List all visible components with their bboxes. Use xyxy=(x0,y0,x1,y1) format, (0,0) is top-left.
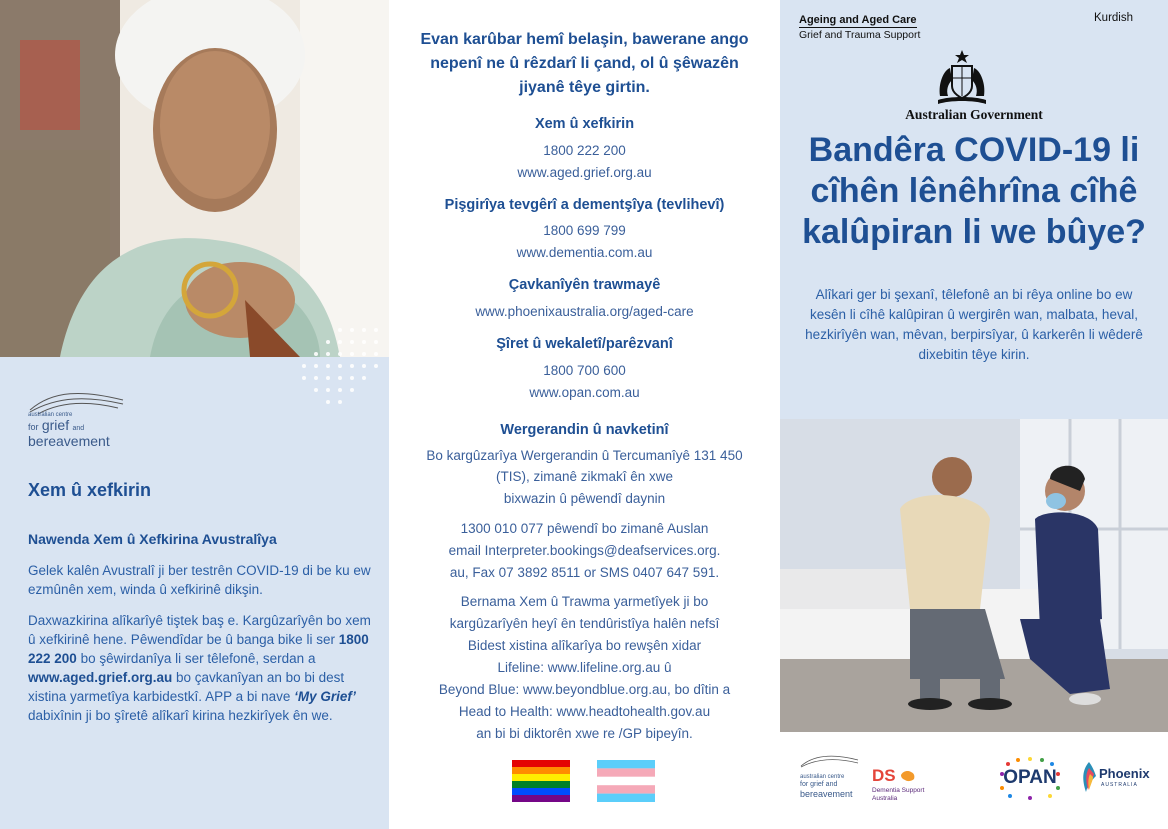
dementia-website[interactable]: www.dementia.com.au xyxy=(516,245,653,260)
acgb-logo xyxy=(28,390,138,450)
mental-health-line-3: Bidest xistina alîkarîya bo rewşên xidar xyxy=(467,638,702,653)
right-panel xyxy=(780,0,1168,829)
transgender-flag-icon xyxy=(597,760,655,802)
phoenix-flame-icon xyxy=(1080,760,1098,794)
wave-lines-icon xyxy=(800,754,860,768)
opan-logo xyxy=(994,756,1066,800)
department-name: Ageing and Aged Care xyxy=(799,14,917,26)
centre-subheading: Nawenda Xem û Xefkirina Avustralîya xyxy=(28,531,277,547)
nurse-and-man-photo xyxy=(780,419,1168,732)
services-intro: Evan karûbar hemî belaşin, bawerane ango nepenî ne û rêzdarî li çand, ol û şêwazên jiyanê têye girtin. xyxy=(420,31,749,96)
section-heading-translation: Wergerandin û navketinî xyxy=(500,422,669,438)
tis-line-1: Bo kargûzarîya Wergerandin û Tercumanîyê 131 450 xyxy=(426,448,743,463)
gp-line: an bi bi diktorên xwe re /GP bipeyîn. xyxy=(476,726,693,741)
grief-phone-number[interactable]: 1800 222 200 xyxy=(28,632,369,666)
nurse-comforting-man-illustration xyxy=(780,419,1168,732)
mental-health-line-2: kargûzarîyên heyî ên tendûristîya halên nefsî xyxy=(449,616,720,631)
tis-line-3: bixwazin û pêwendî daynin xyxy=(503,491,666,506)
section-heading-trauma: Çavkanîyên trawmayê xyxy=(508,277,661,293)
phoenix-sub: AUSTRALIA xyxy=(1101,782,1138,788)
auslan-line-2[interactable]: email Interpreter.bookings@deafservices.org. xyxy=(448,543,721,558)
language-label: Kurdish xyxy=(1094,12,1133,24)
decorative-dots xyxy=(280,320,390,420)
government-label: Australian Government xyxy=(905,107,1043,122)
dementia-support-logo xyxy=(872,766,967,802)
mental-health-line-1: Bernama Xem û Trawma yarmetîyek ji bo xyxy=(460,594,709,609)
grief-heading: Xem û xefkirin xyxy=(28,480,152,500)
section-heading-grief: Xem û xefkirin xyxy=(534,116,635,132)
cover-paragraph: Alîkari ger bi şexanî, têlefonê an bi rêya online bo ew kesên li cîhê kalûpiran û wergirên wan, malbata, heval, hezkirîyên wan, mêvan, berpirsîyar, û karkerên li wêderê dixebitin têye kirin. xyxy=(805,287,1143,362)
phoenix-wordmark: Phoenix xyxy=(1099,766,1150,781)
help-paragraph: Daxwazkirina alîkarîyê tiştek baş e. Kargûzarîyên bo xem û xefkirinê hene. Pêwendîdar be û banga bike li ser 1800 222 200 bo şêwirdanîya li ser têlefonê, serdan a www.aged.grief.org.au bo çavkanîyan an bo bi dest xistina yarmetîya karbidestkî. APP a bi nave ‘My Grief’ dabixînin ji bo şîretê alîkarî kirina hezkirîyek ên we. xyxy=(28,613,371,723)
acgb-logo-text: for grief and bereavement xyxy=(28,417,110,449)
section-heading-dementia: Pişgirîya tevgêrî a dementşîya (tevlihevî) xyxy=(444,197,725,213)
cover-title: Bandêra COVID-19 li cîhên lênêhrîna cîhê kalûpiran li we bûye? xyxy=(802,131,1146,251)
left-panel xyxy=(0,0,389,829)
opan-phone[interactable]: 1800 700 600 xyxy=(543,363,626,378)
grief-phone[interactable]: 1800 222 200 xyxy=(543,143,626,158)
tis-line-2: (TIS), zimanê zikmakî ên xwe xyxy=(495,469,674,484)
beyondblue-link[interactable]: Beyond Blue: www.beyondblue.org.au, bo dîtin a xyxy=(438,682,731,697)
grief-website-link[interactable]: www.aged.grief.org.au xyxy=(28,670,173,685)
australia-map-icon xyxy=(900,769,916,783)
phoenix-website[interactable]: www.phoenixaustralia.org/aged-care xyxy=(475,304,694,319)
section-heading-advocacy: Şîret û wekaletî/parêzvanî xyxy=(496,336,673,352)
elderly-woman-illustration xyxy=(0,0,389,357)
elderly-woman-photo xyxy=(0,0,389,357)
department-subtitle: Grief and Trauma Support xyxy=(799,29,921,41)
coat-of-arms-icon xyxy=(936,48,988,106)
dementia-phone[interactable]: 1800 699 799 xyxy=(543,223,626,238)
my-grief-app-name: ‘My Grief’ xyxy=(294,689,356,704)
opan-website[interactable]: www.opan.com.au xyxy=(529,385,640,400)
ds-mark: DS xyxy=(872,766,896,785)
middle-panel xyxy=(389,0,780,829)
headtohealth-link[interactable]: Head to Health: www.headtohealth.gov.au xyxy=(458,704,711,719)
acgb-partner-logo: australian centre for grief and bereavement xyxy=(800,754,880,798)
auslan-line-1: 1300 010 077 pêwendî bo zimanê Auslan xyxy=(460,521,709,536)
auslan-line-3: au, Fax 07 3892 8511 or SMS 0407 647 591. xyxy=(449,565,720,580)
grief-website[interactable]: www.aged.grief.org.au xyxy=(517,165,652,180)
rainbow-flag-icon xyxy=(512,760,570,802)
acgb-logo-line1: australian centre xyxy=(28,412,73,418)
partner-logos xyxy=(780,746,1168,806)
opan-wordmark: OPAN xyxy=(1003,767,1057,788)
lifeline-link[interactable]: Lifeline: www.lifeline.org.au û xyxy=(497,660,672,675)
phoenix-logo xyxy=(1080,760,1160,800)
ds-text: Dementia Support Australia xyxy=(872,786,925,802)
intro-paragraph: Gelek kalên Avustralî ji ber testrên COVID-19 di be ku ew ezmûnên xem, winda û xefkirinê dikşin. xyxy=(28,563,371,597)
